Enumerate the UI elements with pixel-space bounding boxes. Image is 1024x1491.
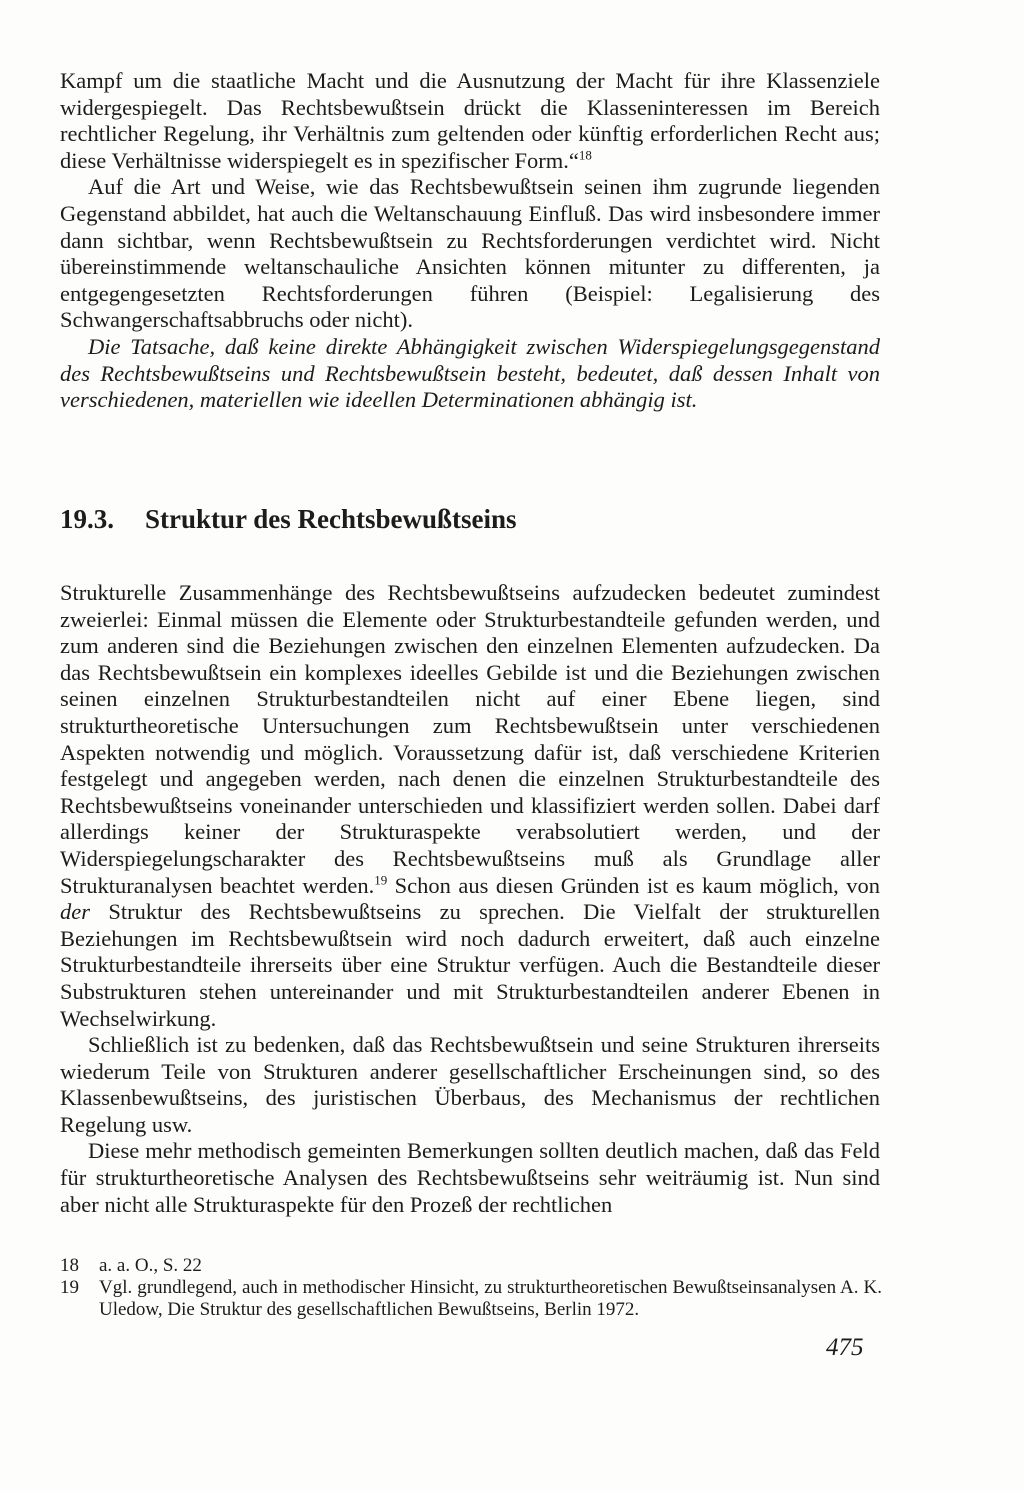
footnote-item [60, 1277, 882, 1321]
section-heading [60, 503, 517, 535]
paragraph-text: Schon aus diesen Gründen ist es kaum möglich, von [387, 872, 880, 898]
page-number: 475 [826, 1334, 864, 1361]
paragraph-weltanschauung: Auf die Art und Weise, wie das Rechtsbewußtsein seinen ihm zugrunde liegenden Gegenstand abbildet, hat auch die Weltanschauung Einfluß. Das wird insbesondere immer dann sichtbar, wenn Rechtsbewußtsein zu Rechtsforderungen verdichtet wird. Nicht übereinstimmende weltanschauliche Ansichten können mitunter zu differenten, ja entgegengesetzten Rechtsforderungen führen (Beispiel: Legalisierung des Schwangerschaftsabbruchs oder nicht). [60, 174, 880, 333]
emphasized-word: der [60, 899, 90, 925]
section-number: 19.3. [60, 504, 114, 534]
footnote-number: 18 [60, 1255, 79, 1276]
body-text-block [60, 580, 880, 1218]
section-title: Struktur des Rechtsbewußtseins [145, 504, 517, 534]
footnote-reference: 18 [578, 147, 592, 163]
top-text-block [60, 68, 880, 414]
paragraph-text: Kampf um die staatliche Macht und die Ausnutzung der Macht für ihre Klassenziele widergespiegelt. Das Rechtsbewußtsein drückt die Klasseninteressen im Bereich rechtlicher Regelung, ihr Verhältnis zum geltenden oder künftig erforderlichen Recht aus; diese Verhältnisse widerspiegelt es in spezifischer Form.“ [60, 68, 880, 173]
paragraph-method: Diese mehr methodisch gemeinten Bemerkungen sollten deutlich machen, daß das Feld für strukturtheoretische Analysen des Rechtsbewußtseins sehr weiträumig ist. Nun sind aber nicht alle Strukturaspekte für den Prozeß der rechtlichen [60, 1138, 880, 1217]
footnote-number: 19 [60, 1277, 79, 1298]
paragraph-text: Struktur des Rechtsbewußtseins zu sprechen. Die Vielfalt der strukturellen Beziehungen im Rechtsbewußtsein wird noch dadurch erweitert, daß auch einzelne Strukturbestandteile ihrerseits über eine Struktur verfügen. Auch die Bestandteile dieser Substrukturen stehen untereinander und mit Strukturbestandteilen anderer Ebenen in Wechselwirkung. [60, 899, 880, 1031]
paragraph-continuation [60, 68, 880, 174]
paragraph-emphasis: Die Tatsache, daß keine direkte Abhängigkeit zwischen Widerspiegelungsgegenstand des Rechtsbewußtseins und Rechtsbewußtsein besteht, bedeutet, daß dessen Inhalt von verschiedenen, materiellen wie ideellen Determinationen abhängig ist. [60, 333, 880, 413]
paragraph-conclusion: Schließlich ist zu bedenken, daß das Rechtsbewußtsein und seine Strukturen ihrerseits wiederum Teile von Strukturen anderer gesellschaftlicher Erscheinungen sind, so des Klassenbewußtseins, des juristischen Überbaus, des Mechanismus der rechtlichen Regelung usw. [60, 1032, 880, 1137]
footnotes [60, 1255, 882, 1321]
footnote-item [60, 1255, 882, 1277]
paragraph-structure [60, 580, 880, 1032]
footnote-reference: 19 [374, 872, 388, 888]
paragraph-text: Strukturelle Zusammenhänge des Rechtsbewußtseins aufzudecken bedeutet zumindest zweierlei: Einmal müssen die Elemente oder Strukturbestandteile gefunden werden, und zum anderen sind die Beziehungen zwischen den einzelnen Elementen aufzudecken. Da das Rechtsbewußtsein ein komplexes ideelles Gebilde ist und die Beziehungen zwischen seinen einzelnen Strukturbestandteilen nicht auf einer Ebene liegen, sind strukturtheoretische Untersuchungen zum Rechtsbewußtsein unter verschiedenen Aspekten notwendig und möglich. Voraussetzung dafür ist, daß verschiedene Kriterien festgelegt und angegeben werden, nach denen die einzelnen Strukturbestandteile des Rechtsbewußtseins voneinander unterschieden und klassifiziert werden sollen. Dabei darf allerdings keiner der Strukturaspekte verabsolutiert werden, und der Widerspiegelungscharakter des Rechtsbewußtseins muß als Grundlage aller Strukturanalysen beachtet werden. [60, 580, 880, 898]
footnote-text: a. a. O., S. 22 [99, 1255, 202, 1276]
footnote-text: Vgl. grundlegend, auch in methodischer Hinsicht, zu strukturtheoretischen Bewußtseinsanalysen A. K. Uledow, Die Struktur des gesellschaftlichen Bewußtseins, Berlin 1972. [99, 1277, 882, 1320]
